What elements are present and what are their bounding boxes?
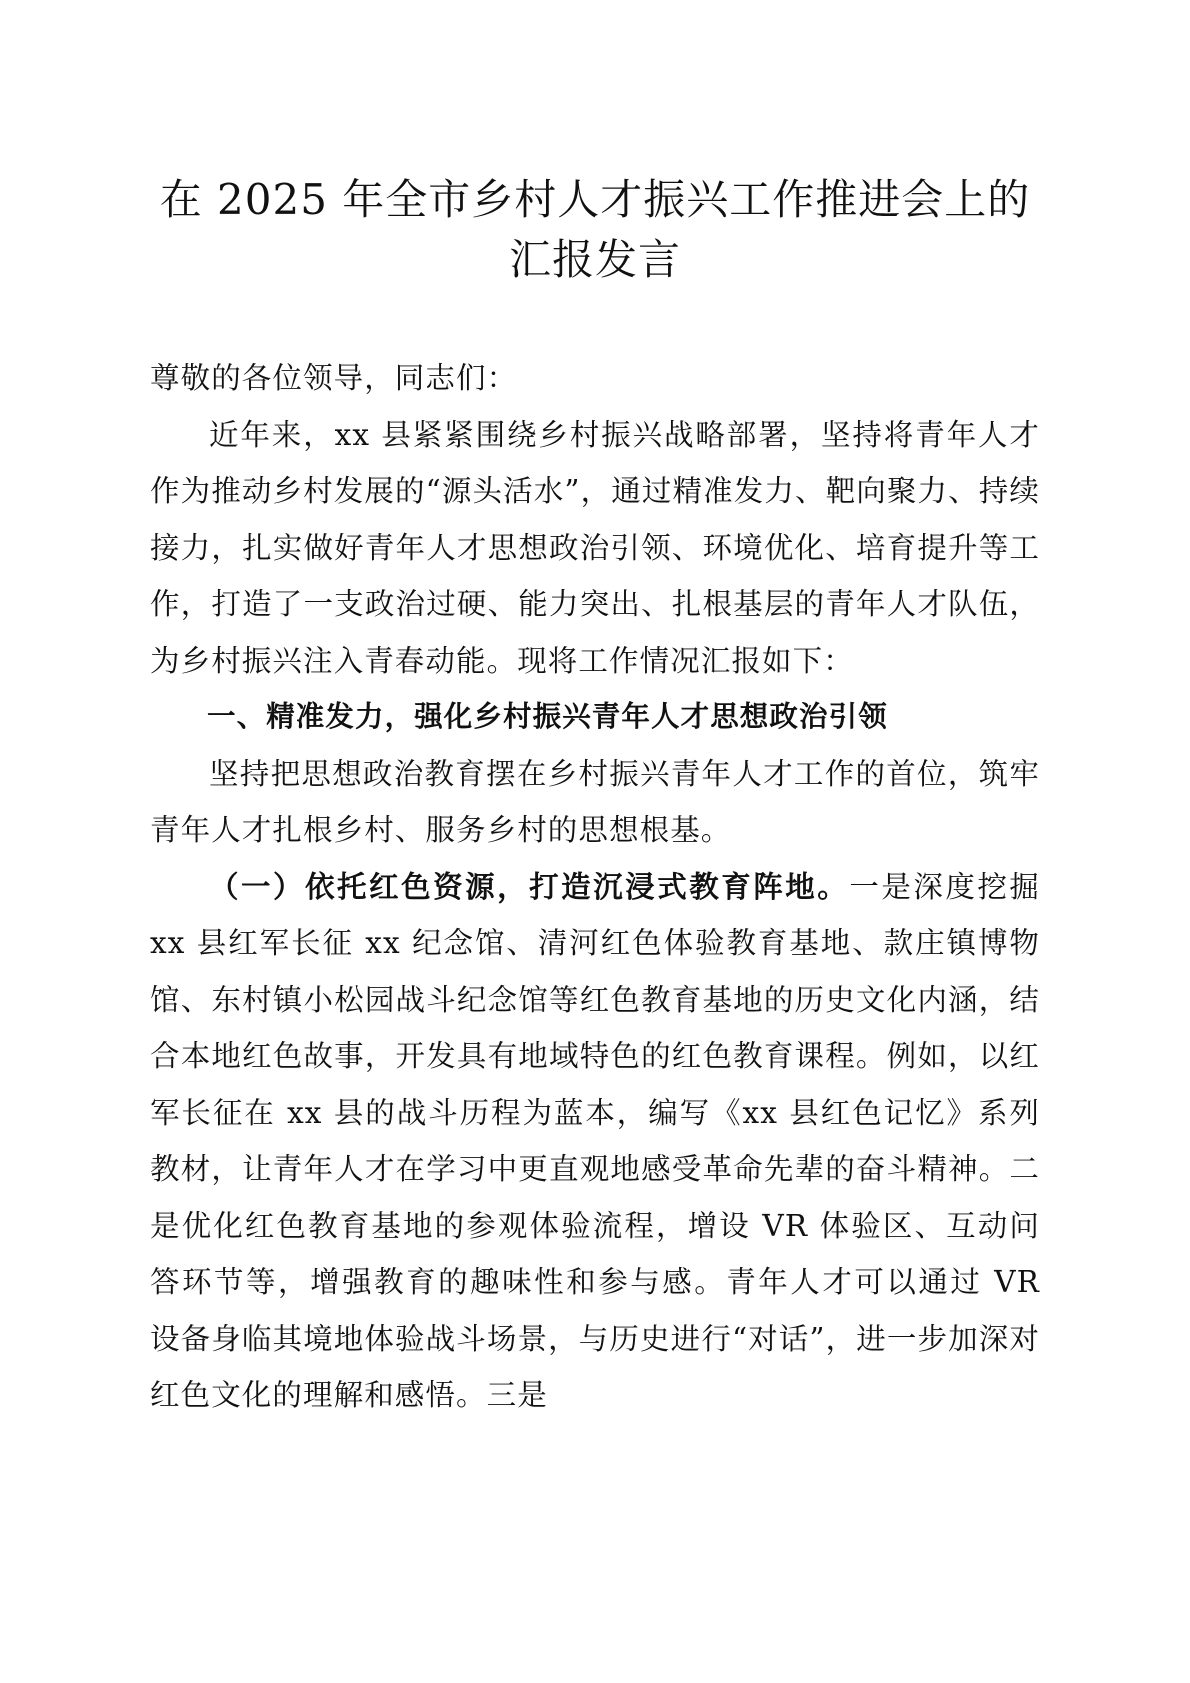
salutation: 尊敬的各位领导，同志们：: [150, 361, 518, 395]
section-1-paragraph: 坚持把思想政治教育摆在乡村振兴青年人才工作的首位，筑牢青年人才扎根乡村、服务乡村的思想根基。: [150, 756, 1040, 847]
section-1-heading: 一、精准发力，强化乡村振兴青年人才思想政治引领: [207, 700, 888, 733]
document-title: [120, 170, 1070, 290]
intro-paragraph: 近年来，xx 县紧紧围绕乡村振兴战略部署，坚持将青年人才作为推动乡村发展的“源头活水”，通过精准发力、靶向聚力、持续接力，扎实做好青年人才思想政治引领、环境优化、培育提升等工作，打造了一支政治过硬、能力突出、扎根基层的青年人才队伍，为乡村振兴注入青春动能。现将工作情况汇报如下：: [150, 417, 1040, 678]
subsection-1-heading: （一）依托红色资源，打造沉浸式教育阵地。: [209, 868, 850, 904]
document-body: [150, 350, 1040, 1424]
title-line-2: 汇报发言: [508, 235, 681, 284]
title-line-1: 在 2025 年全市乡村人才振兴工作推进会上的: [159, 175, 1031, 224]
subsection-1-text: 一是深度挖掘 xx 县红军长征 xx 纪念馆、清河红色体验教育基地、款庄镇博物馆、东村镇小松园战斗纪念馆等红色教育基地的历史文化内涵，结合本地红色故事，开发具有地域特色的红色教育课程。例如，以红军长征在 xx 县的战斗历程为蓝本，编写《xx 县红色记忆》系列教材，让青年人才在学习中更直观地感受革命先辈的奋斗精神。二是优化红色教育基地的参观体验流程，增设 VR 体验区、互动问答环节等，增强教育的趣味性和参与感。青年人才可以通过 VR 设备身临其境地体验战斗场景，与历史进行“对话”，进一步加深对红色文化的理解和感悟。三是: [150, 869, 1040, 1412]
subsection-1-paragraph: [150, 859, 1040, 1424]
